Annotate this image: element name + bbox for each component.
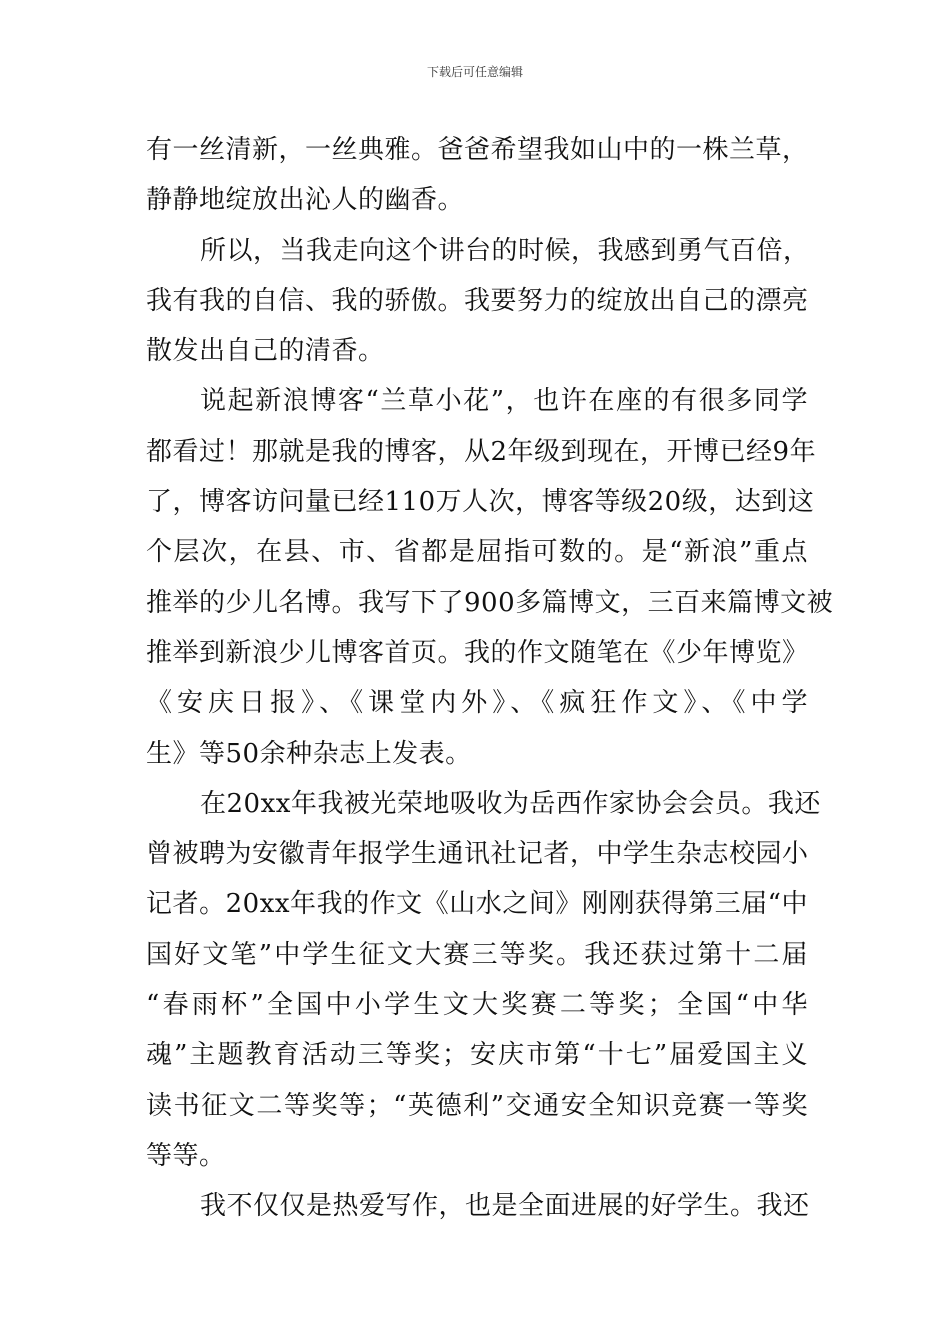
page-header: 下载后可任意编辑 (426, 65, 523, 79)
text-line: 生》等50余种杂志上发表。 (146, 738, 472, 769)
text-line: 静静地绽放出沁人的幽香。 (146, 185, 465, 216)
text-line: 我不仅仅是热爱写作，也是全面进展的好学生。我还 (200, 1191, 810, 1222)
text-line: 《安庆日报》、《课堂内外》、《疯狂作文》、《中学 (146, 688, 808, 719)
text-line: 推举的少儿名博。我写下了900多篇博文，三百来篇博文被 (146, 587, 834, 618)
text-line: 推举到新浪少儿博客首页。我的作文随笔在《少年博览》 (146, 637, 809, 668)
text-line: 都看过！那就是我的博客，从2年级到现在，开博已经9年 (146, 436, 817, 467)
document-body (146, 125, 834, 1232)
text-line: 有一丝清新，一丝典雅。爸爸希望我如山中的一株兰草， (146, 135, 809, 165)
text-line: 在20xx年我被光荣地吸收为岳西作家协会会员。我还 (200, 788, 821, 819)
text-line: 所以，当我走向这个讲台的时候，我感到勇气百倍， (200, 235, 810, 266)
text-line: 魂”主题教育活动三等奖；安庆市第“十七”届爱国主义 (146, 1040, 808, 1071)
text-line: 我有我的自信、我的骄傲。我要努力的绽放出自己的漂亮 (146, 285, 809, 316)
text-line: 说起新浪博客“兰草小花”，也许在座的有很多同学 (200, 386, 808, 417)
text-line: “春雨杯”全国中小学生文大奖赛二等奖；全国“中华 (146, 990, 808, 1021)
text-line: 记者。20xx年我的作文《山水之间》刚刚获得第三届“中 (146, 889, 808, 920)
text-line: 国好文笔”中学生征文大赛三等奖。我还获过第十二届 (146, 939, 808, 970)
text-line: 读书征文二等奖等；“英德利”交通安全知识竞赛一等奖 (146, 1090, 808, 1121)
text-line: 了，博客访问量已经110万人次，博客等级20级，达到这 (146, 487, 815, 518)
text-line: 曾被聘为安徽青年报学生通讯社记者，中学生杂志校园小 (146, 839, 809, 870)
text-line: 个层次，在县、市、省都是屈指可数的。是“新浪”重点 (146, 537, 808, 568)
text-line: 散发出自己的清香。 (146, 336, 385, 367)
text-line: 等等。 (146, 1140, 226, 1171)
